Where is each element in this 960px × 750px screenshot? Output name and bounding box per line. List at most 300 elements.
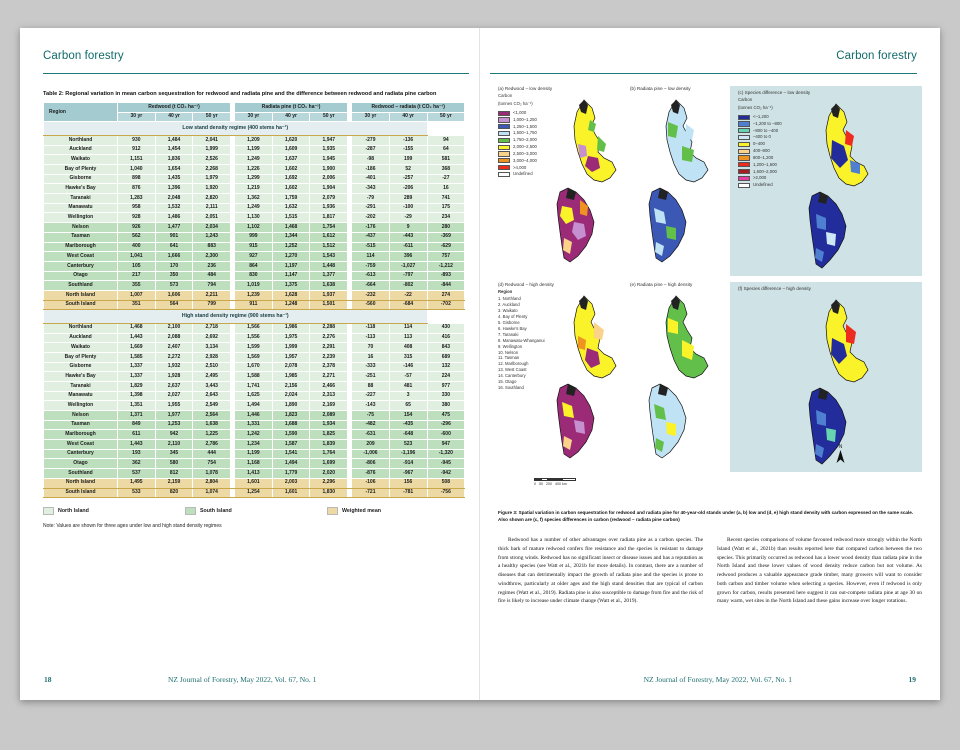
cell-diff-1: -57	[389, 372, 427, 382]
cell-region: Otago	[44, 271, 118, 281]
cell-redwood-0: 611	[118, 430, 156, 440]
cell-redwood-1: 901	[155, 232, 193, 242]
cell-redwood-1: 1,654	[155, 165, 193, 175]
cell-redwood-0: 562	[118, 232, 156, 242]
cell-diff-1: -22	[389, 290, 427, 300]
cell-radiata-1: 1,688	[272, 420, 310, 430]
cell-redwood-2: 1,243	[193, 232, 231, 242]
table-row	[44, 449, 465, 459]
cell-redwood-0: 1,337	[118, 372, 156, 382]
difference-legend-label: >2,000	[753, 175, 767, 181]
footer-journal-left: NZ Journal of Forestry, May 2022, Vol. 67, No. 1	[168, 675, 317, 684]
cell-redwood-1: 812	[155, 469, 193, 479]
cell-redwood-1: 1,666	[155, 252, 193, 262]
cell-redwood-1: 1,977	[155, 411, 193, 421]
cell-radiata-0: 1,219	[235, 184, 273, 194]
cell-radiata-1: 1,494	[272, 459, 310, 469]
cell-radiata-1: 1,515	[272, 213, 310, 223]
cell-region: Canterbury	[44, 449, 118, 459]
cell-redwood-1: 2,272	[155, 352, 193, 362]
cell-redwood-1: 1,955	[155, 401, 193, 411]
cell-radiata-2: 1,945	[310, 155, 348, 165]
cell-radiata-2: 1,612	[310, 232, 348, 242]
table-row	[44, 323, 465, 333]
cell-diff-2: 430	[427, 323, 465, 333]
cell-redwood-2: 1,999	[193, 145, 231, 155]
body-columns	[498, 536, 922, 606]
carbon-legend-swatch	[498, 145, 510, 150]
cell-radiata-2: 2,020	[310, 469, 348, 479]
cell-diff-1: -155	[389, 145, 427, 155]
region-list-item: 10. Nelson	[498, 349, 519, 355]
cell-region: Waikato	[44, 155, 118, 165]
cell-diff-1: -435	[389, 420, 427, 430]
cell-diff-0: -227	[352, 391, 390, 401]
table-row	[44, 203, 465, 213]
cell-redwood-1: 350	[155, 271, 193, 281]
cell-radiata-2: 1,512	[310, 242, 348, 252]
page-right	[480, 28, 940, 700]
cell-diff-0: -759	[352, 261, 390, 271]
cell-diff-0: -176	[352, 223, 390, 233]
cell-radiata-1: 1,628	[272, 290, 310, 300]
cell-radiata-0: 1,299	[235, 174, 273, 184]
north-arrow-icon	[836, 450, 845, 464]
scale-label-50: 50	[539, 481, 543, 486]
cell-redwood-2: 2,549	[193, 401, 231, 411]
cell-radiata-2: 1,448	[310, 261, 348, 271]
cell-radiata-0: 911	[235, 300, 273, 310]
cell-radiata-2: 1,638	[310, 281, 348, 291]
cell-redwood-2: 1,979	[193, 174, 231, 184]
cell-diff-2: -600	[427, 430, 465, 440]
cell-redwood-1: 641	[155, 242, 193, 252]
table-row	[44, 135, 465, 145]
cell-redwood-2: 1,638	[193, 420, 231, 430]
cell-redwood-2: 484	[193, 271, 231, 281]
difference-legend-label: 0–400	[753, 141, 765, 147]
cell-diff-1: -146	[389, 362, 427, 372]
region-list-item: 3. Waikato	[498, 307, 518, 313]
cell-diff-0: -75	[352, 411, 390, 421]
table-row	[44, 459, 465, 469]
cell-region: South Island	[44, 488, 118, 498]
cell-redwood-0: 898	[118, 174, 156, 184]
cell-radiata-1: 1,197	[272, 261, 310, 271]
cell-diff-2: 977	[427, 381, 465, 391]
cell-diff-0: -631	[352, 430, 390, 440]
region-list-item: 6. Hawke's Bay	[498, 325, 527, 331]
legend-label: Weighted mean	[342, 508, 382, 515]
cell-radiata-0: 1,239	[235, 290, 273, 300]
body-column-2	[717, 536, 922, 606]
table-body-high	[44, 310, 465, 498]
table-row	[44, 242, 465, 252]
cell-radiata-0: 1,254	[235, 488, 273, 498]
cell-redwood-2: 2,718	[193, 323, 231, 333]
region-list-item: 8. Manawatu-Whanganui	[498, 337, 545, 343]
scale-label-0: 0	[534, 481, 536, 486]
cell-region: Manawatu	[44, 203, 118, 213]
legend-swatch	[185, 507, 196, 515]
cell-radiata-0: 1,102	[235, 223, 273, 233]
cell-radiata-2: 2,089	[310, 411, 348, 421]
cell-redwood-1: 1,477	[155, 223, 193, 233]
cell-radiata-0: 1,249	[235, 155, 273, 165]
cell-diff-1: 396	[389, 252, 427, 262]
difference-legend-label: –800 to –400	[753, 127, 779, 133]
cell-redwood-0: 1,443	[118, 333, 156, 343]
difference-legend-swatch	[738, 115, 750, 120]
cell-radiata-0: 1,199	[235, 145, 273, 155]
region-list-item: 14. Canterbury	[498, 373, 526, 379]
cell-diff-1: -967	[389, 469, 427, 479]
region-list-item: 5. Gisborne	[498, 319, 520, 325]
region-list-item: 15. Otago	[498, 379, 517, 385]
cell-redwood-1: 1,928	[155, 372, 193, 382]
north-arrow	[836, 444, 845, 466]
cell-diff-1: -914	[389, 459, 427, 469]
cell-radiata-0: 1,226	[235, 165, 273, 175]
cell-redwood-1: 942	[155, 430, 193, 440]
table-row	[44, 155, 465, 165]
difference-legend-label: 800–1,200	[753, 154, 774, 160]
cell-redwood-2: 2,564	[193, 411, 231, 421]
cell-redwood-2: 1,225	[193, 430, 231, 440]
cell-radiata-1: 1,609	[272, 145, 310, 155]
cell-redwood-2: 2,786	[193, 440, 231, 450]
cell-redwood-0: 1,669	[118, 343, 156, 353]
header-rule-right	[490, 73, 917, 74]
cell-radiata-1: 1,985	[272, 372, 310, 382]
difference-legend-label: 400–800	[753, 148, 770, 154]
cell-radiata-2: 2,288	[310, 323, 348, 333]
cell-diff-2: -945	[427, 459, 465, 469]
cell-redwood-1: 1,606	[155, 290, 193, 300]
cell-region: Nelson	[44, 223, 118, 233]
difference-legend-swatch	[738, 135, 750, 140]
cell-region: Tasman	[44, 420, 118, 430]
cell-radiata-2: 1,764	[310, 449, 348, 459]
header-rw-40: 40 yr	[155, 112, 193, 122]
cell-diff-2: 947	[427, 440, 465, 450]
cell-diff-2: -296	[427, 420, 465, 430]
cell-redwood-2: 1,920	[193, 184, 231, 194]
panel-c-label: (c) Species difference – low density	[738, 90, 811, 95]
cell-diff-1: -684	[389, 300, 427, 310]
difference-legend-units: (tonnes CO₂ ha⁻¹)	[738, 105, 773, 111]
cell-region: Auckland	[44, 145, 118, 155]
cell-redwood-1: 573	[155, 281, 193, 291]
carbon-legend-title: Carbon	[498, 93, 513, 98]
cell-region: North Island	[44, 478, 118, 488]
cell-diff-1: -1,027	[389, 261, 427, 271]
cell-diff-0: -118	[352, 323, 390, 333]
map-scale-bar	[534, 478, 576, 486]
table-row	[44, 352, 465, 362]
cell-redwood-2: 2,643	[193, 391, 231, 401]
cell-redwood-1: 2,407	[155, 343, 193, 353]
difference-legend-label: –400 to 0	[753, 134, 771, 140]
header-region: Region	[44, 103, 118, 122]
table-row	[44, 478, 465, 488]
table-row	[44, 213, 465, 223]
cell-redwood-1: 2,027	[155, 391, 193, 401]
cell-diff-0: -143	[352, 401, 390, 411]
cell-radiata-0: 830	[235, 271, 273, 281]
cell-diff-2: 475	[427, 411, 465, 421]
folio-right: 19	[908, 675, 916, 684]
cell-region: Auckland	[44, 333, 118, 343]
cell-redwood-0: 533	[118, 488, 156, 498]
difference-legend-swatch	[738, 183, 750, 188]
cell-diff-1: 315	[389, 352, 427, 362]
table-2-container	[43, 90, 457, 529]
cell-diff-1: 481	[389, 381, 427, 391]
map-b-svg	[646, 96, 712, 268]
difference-legend-swatch	[738, 142, 750, 147]
cell-diff-0: -287	[352, 145, 390, 155]
cell-redwood-1: 170	[155, 261, 193, 271]
difference-legend-swatch	[738, 176, 750, 181]
cell-redwood-0: 1,151	[118, 155, 156, 165]
cell-radiata-0: 1,199	[235, 449, 273, 459]
cell-diff-2: -942	[427, 469, 465, 479]
cell-diff-0: -343	[352, 184, 390, 194]
cell-redwood-2: 3,443	[193, 381, 231, 391]
cell-radiata-1: 1,637	[272, 155, 310, 165]
region-list-item: 4. Bay of Plenty	[498, 313, 528, 319]
header-rp-40: 40 yr	[272, 112, 310, 122]
cell-radiata-2: 2,079	[310, 194, 348, 204]
region-list-title: Region	[498, 289, 513, 294]
cell-radiata-1: 1,957	[272, 352, 310, 362]
cell-redwood-0: 400	[118, 242, 156, 252]
table-legend	[43, 507, 457, 515]
cell-diff-0: -333	[352, 362, 390, 372]
cell-diff-2: 843	[427, 343, 465, 353]
cell-diff-2: -844	[427, 281, 465, 291]
cell-redwood-2: 754	[193, 459, 231, 469]
cell-region: Marlborough	[44, 430, 118, 440]
cell-radiata-1: 1,779	[272, 469, 310, 479]
cell-diff-2: -1,212	[427, 261, 465, 271]
cell-region: Marlborough	[44, 242, 118, 252]
cell-diff-1: 156	[389, 478, 427, 488]
table-row	[44, 300, 465, 310]
cell-diff-0: -1,006	[352, 449, 390, 459]
figure-3	[498, 86, 922, 486]
cell-diff-0: -251	[352, 372, 390, 382]
cell-radiata-2: 1,947	[310, 135, 348, 145]
cell-redwood-2: 2,051	[193, 213, 231, 223]
cell-diff-2: -756	[427, 488, 465, 498]
body-paragraph-2: Recent species comparisons of volume favoured redwood more strongly within the North Island (Watt et al., 2021b) than results reported here that compared carbon between the two species. This primarily occurred as redwood has a lower wood density than radiata pine in the North Island and these lower values of wood density reduce carbon but not volume. As redwood produces a valuable appearance grade timber, many growers will want to consider both carbon and timber volume when selecting a species. However, even if redwood is only grown for carbon, results presented here suggest it can out-compete radiata pine at age 30 on many warm, wet sites in the North Island and these gains increase over longer rotations.	[717, 537, 922, 605]
table-row	[44, 420, 465, 430]
cell-region: Canterbury	[44, 261, 118, 271]
cell-redwood-1: 2,088	[155, 333, 193, 343]
cell-diff-2: -629	[427, 242, 465, 252]
cell-redwood-0: 1,371	[118, 411, 156, 421]
cell-radiata-0: 1,168	[235, 459, 273, 469]
cell-radiata-1: 1,375	[272, 281, 310, 291]
panel-f-label: (f) Species difference – high density	[738, 286, 811, 291]
region-list-item: 12. Marlborough	[498, 361, 529, 367]
legend-swatch	[43, 507, 54, 515]
cell-redwood-1: 1,454	[155, 145, 193, 155]
table-row	[44, 372, 465, 382]
cell-redwood-2: 2,804	[193, 478, 231, 488]
header-df-40: 40 yr	[389, 112, 427, 122]
cell-redwood-0: 912	[118, 145, 156, 155]
north-arrow-label: N	[838, 444, 843, 450]
cell-diff-1: 289	[389, 194, 427, 204]
cell-redwood-0: 193	[118, 449, 156, 459]
table-row	[44, 194, 465, 204]
cell-region: Waikato	[44, 343, 118, 353]
header-rw-30: 30 yr	[118, 112, 156, 122]
table-row	[44, 362, 465, 372]
cell-radiata-2: 2,239	[310, 352, 348, 362]
cell-radiata-0: 1,569	[235, 352, 273, 362]
header-rp-50: 50 yr	[310, 112, 348, 122]
cell-radiata-2: 1,377	[310, 271, 348, 281]
cell-radiata-0: 1,556	[235, 333, 273, 343]
map-d	[554, 292, 620, 464]
cell-radiata-2: 2,169	[310, 401, 348, 411]
cell-region: Nelson	[44, 411, 118, 421]
header-df-50: 50 yr	[427, 112, 465, 122]
cell-radiata-1: 1,632	[272, 203, 310, 213]
cell-redwood-2: 236	[193, 261, 231, 271]
map-e-svg	[646, 292, 712, 464]
cell-region: Hawke's Bay	[44, 184, 118, 194]
cell-region: Otago	[44, 459, 118, 469]
cell-radiata-0: 1,566	[235, 323, 273, 333]
cell-radiata-2: 1,830	[310, 488, 348, 498]
difference-legend-label: –1,200 to –800	[753, 120, 782, 126]
cell-radiata-2: 2,466	[310, 381, 348, 391]
cell-diff-1: 52	[389, 165, 427, 175]
cell-redwood-2: 2,034	[193, 223, 231, 233]
cell-radiata-0: 1,741	[235, 381, 273, 391]
cell-diff-0: -613	[352, 271, 390, 281]
cell-radiata-0: 1,494	[235, 401, 273, 411]
difference-legend-title: Carbon	[738, 97, 753, 102]
cell-redwood-0: 926	[118, 223, 156, 233]
cell-region: Bay of Plenty	[44, 352, 118, 362]
cell-redwood-0: 1,468	[118, 323, 156, 333]
region-list-item: 1. Northland	[498, 295, 521, 301]
section-header-high	[44, 310, 465, 324]
difference-legend-swatch	[738, 121, 750, 126]
cell-redwood-2: 2,820	[193, 194, 231, 204]
carbon-legend-label: 1,000–1,250	[513, 116, 537, 122]
cell-diff-2: 132	[427, 362, 465, 372]
cell-diff-1: -100	[389, 203, 427, 213]
panel-e	[630, 282, 730, 289]
cell-diff-0: -113	[352, 333, 390, 343]
cell-radiata-2: 2,276	[310, 333, 348, 343]
carbon-legend-swatch	[498, 172, 510, 177]
figure-caption: Figure 3: Spatial variation in carbon sequestration for redwood and radiata pine for 40-year-old stands under (a, b) low and (d, e) high stand density with carbon expressed on the same scale. Also shown are (c, f) species differences in carbon (redwood – radiata pine carbon)	[498, 510, 914, 522]
cell-radiata-2: 1,754	[310, 223, 348, 233]
cell-diff-0: 88	[352, 381, 390, 391]
cell-radiata-0: 1,599	[235, 343, 273, 353]
cell-redwood-0: 930	[118, 135, 156, 145]
legend-swatch	[327, 507, 338, 515]
table-legend-item	[327, 507, 381, 515]
cell-radiata-2: 1,904	[310, 184, 348, 194]
cell-radiata-1: 2,003	[272, 478, 310, 488]
cell-region: Tasman	[44, 232, 118, 242]
cell-diff-2: 741	[427, 194, 465, 204]
cell-diff-2: 689	[427, 352, 465, 362]
cell-diff-1: -802	[389, 281, 427, 291]
cell-radiata-0: 1,413	[235, 469, 273, 479]
cell-radiata-2: 1,937	[310, 290, 348, 300]
cell-diff-1: -781	[389, 488, 427, 498]
cell-radiata-2: 1,825	[310, 430, 348, 440]
cell-region: Taranaki	[44, 194, 118, 204]
cell-radiata-2: 1,501	[310, 300, 348, 310]
cell-radiata-0: 1,625	[235, 391, 273, 401]
cell-radiata-0: 1,019	[235, 281, 273, 291]
cell-diff-2: 508	[427, 478, 465, 488]
cell-radiata-1: 1,823	[272, 411, 310, 421]
difference-legend-label: 1,200–1,600	[753, 161, 777, 167]
table-row	[44, 174, 465, 184]
table-legend-item	[43, 507, 181, 515]
cell-region: Northland	[44, 135, 118, 145]
map-a	[554, 96, 620, 268]
cell-diff-1: 113	[389, 333, 427, 343]
cell-radiata-1: 1,759	[272, 194, 310, 204]
section-header-low	[44, 122, 465, 136]
cell-region: Bay of Plenty	[44, 165, 118, 175]
cell-region: South Island	[44, 300, 118, 310]
cell-radiata-2: 2,006	[310, 174, 348, 184]
table-caption: Table 2: Regional variation in mean carbon sequestration for redwood and radiata pine and the difference between redwood and radiata pine carbon	[43, 91, 437, 97]
cell-radiata-1: 1,270	[272, 252, 310, 262]
scale-bar-labels	[534, 482, 576, 486]
cell-diff-1: -257	[389, 174, 427, 184]
cell-radiata-0: 915	[235, 242, 273, 252]
cell-redwood-2: 2,268	[193, 165, 231, 175]
carbon-legend-swatch	[498, 165, 510, 170]
cell-diff-1: -611	[389, 242, 427, 252]
cell-diff-0: -106	[352, 478, 390, 488]
carbon-legend-swatch	[498, 138, 510, 143]
cell-diff-0: -401	[352, 174, 390, 184]
document-spread	[20, 28, 940, 700]
cell-radiata-1: 1,587	[272, 440, 310, 450]
cell-radiata-1: 1,541	[272, 449, 310, 459]
table-row	[44, 381, 465, 391]
carbon-legend-label: 1,500–1,750	[513, 130, 537, 136]
header-rw-50: 50 yr	[193, 112, 231, 122]
cell-redwood-2: 2,692	[193, 333, 231, 343]
cell-region: Southland	[44, 469, 118, 479]
cell-redwood-0: 105	[118, 261, 156, 271]
cell-redwood-0: 1,585	[118, 352, 156, 362]
cell-diff-0: -186	[352, 165, 390, 175]
cell-diff-0: -291	[352, 203, 390, 213]
table-header-groups	[44, 103, 465, 113]
carbon-legend-swatch	[498, 111, 510, 116]
cell-redwood-2: 2,495	[193, 372, 231, 382]
cell-radiata-1: 1,147	[272, 271, 310, 281]
